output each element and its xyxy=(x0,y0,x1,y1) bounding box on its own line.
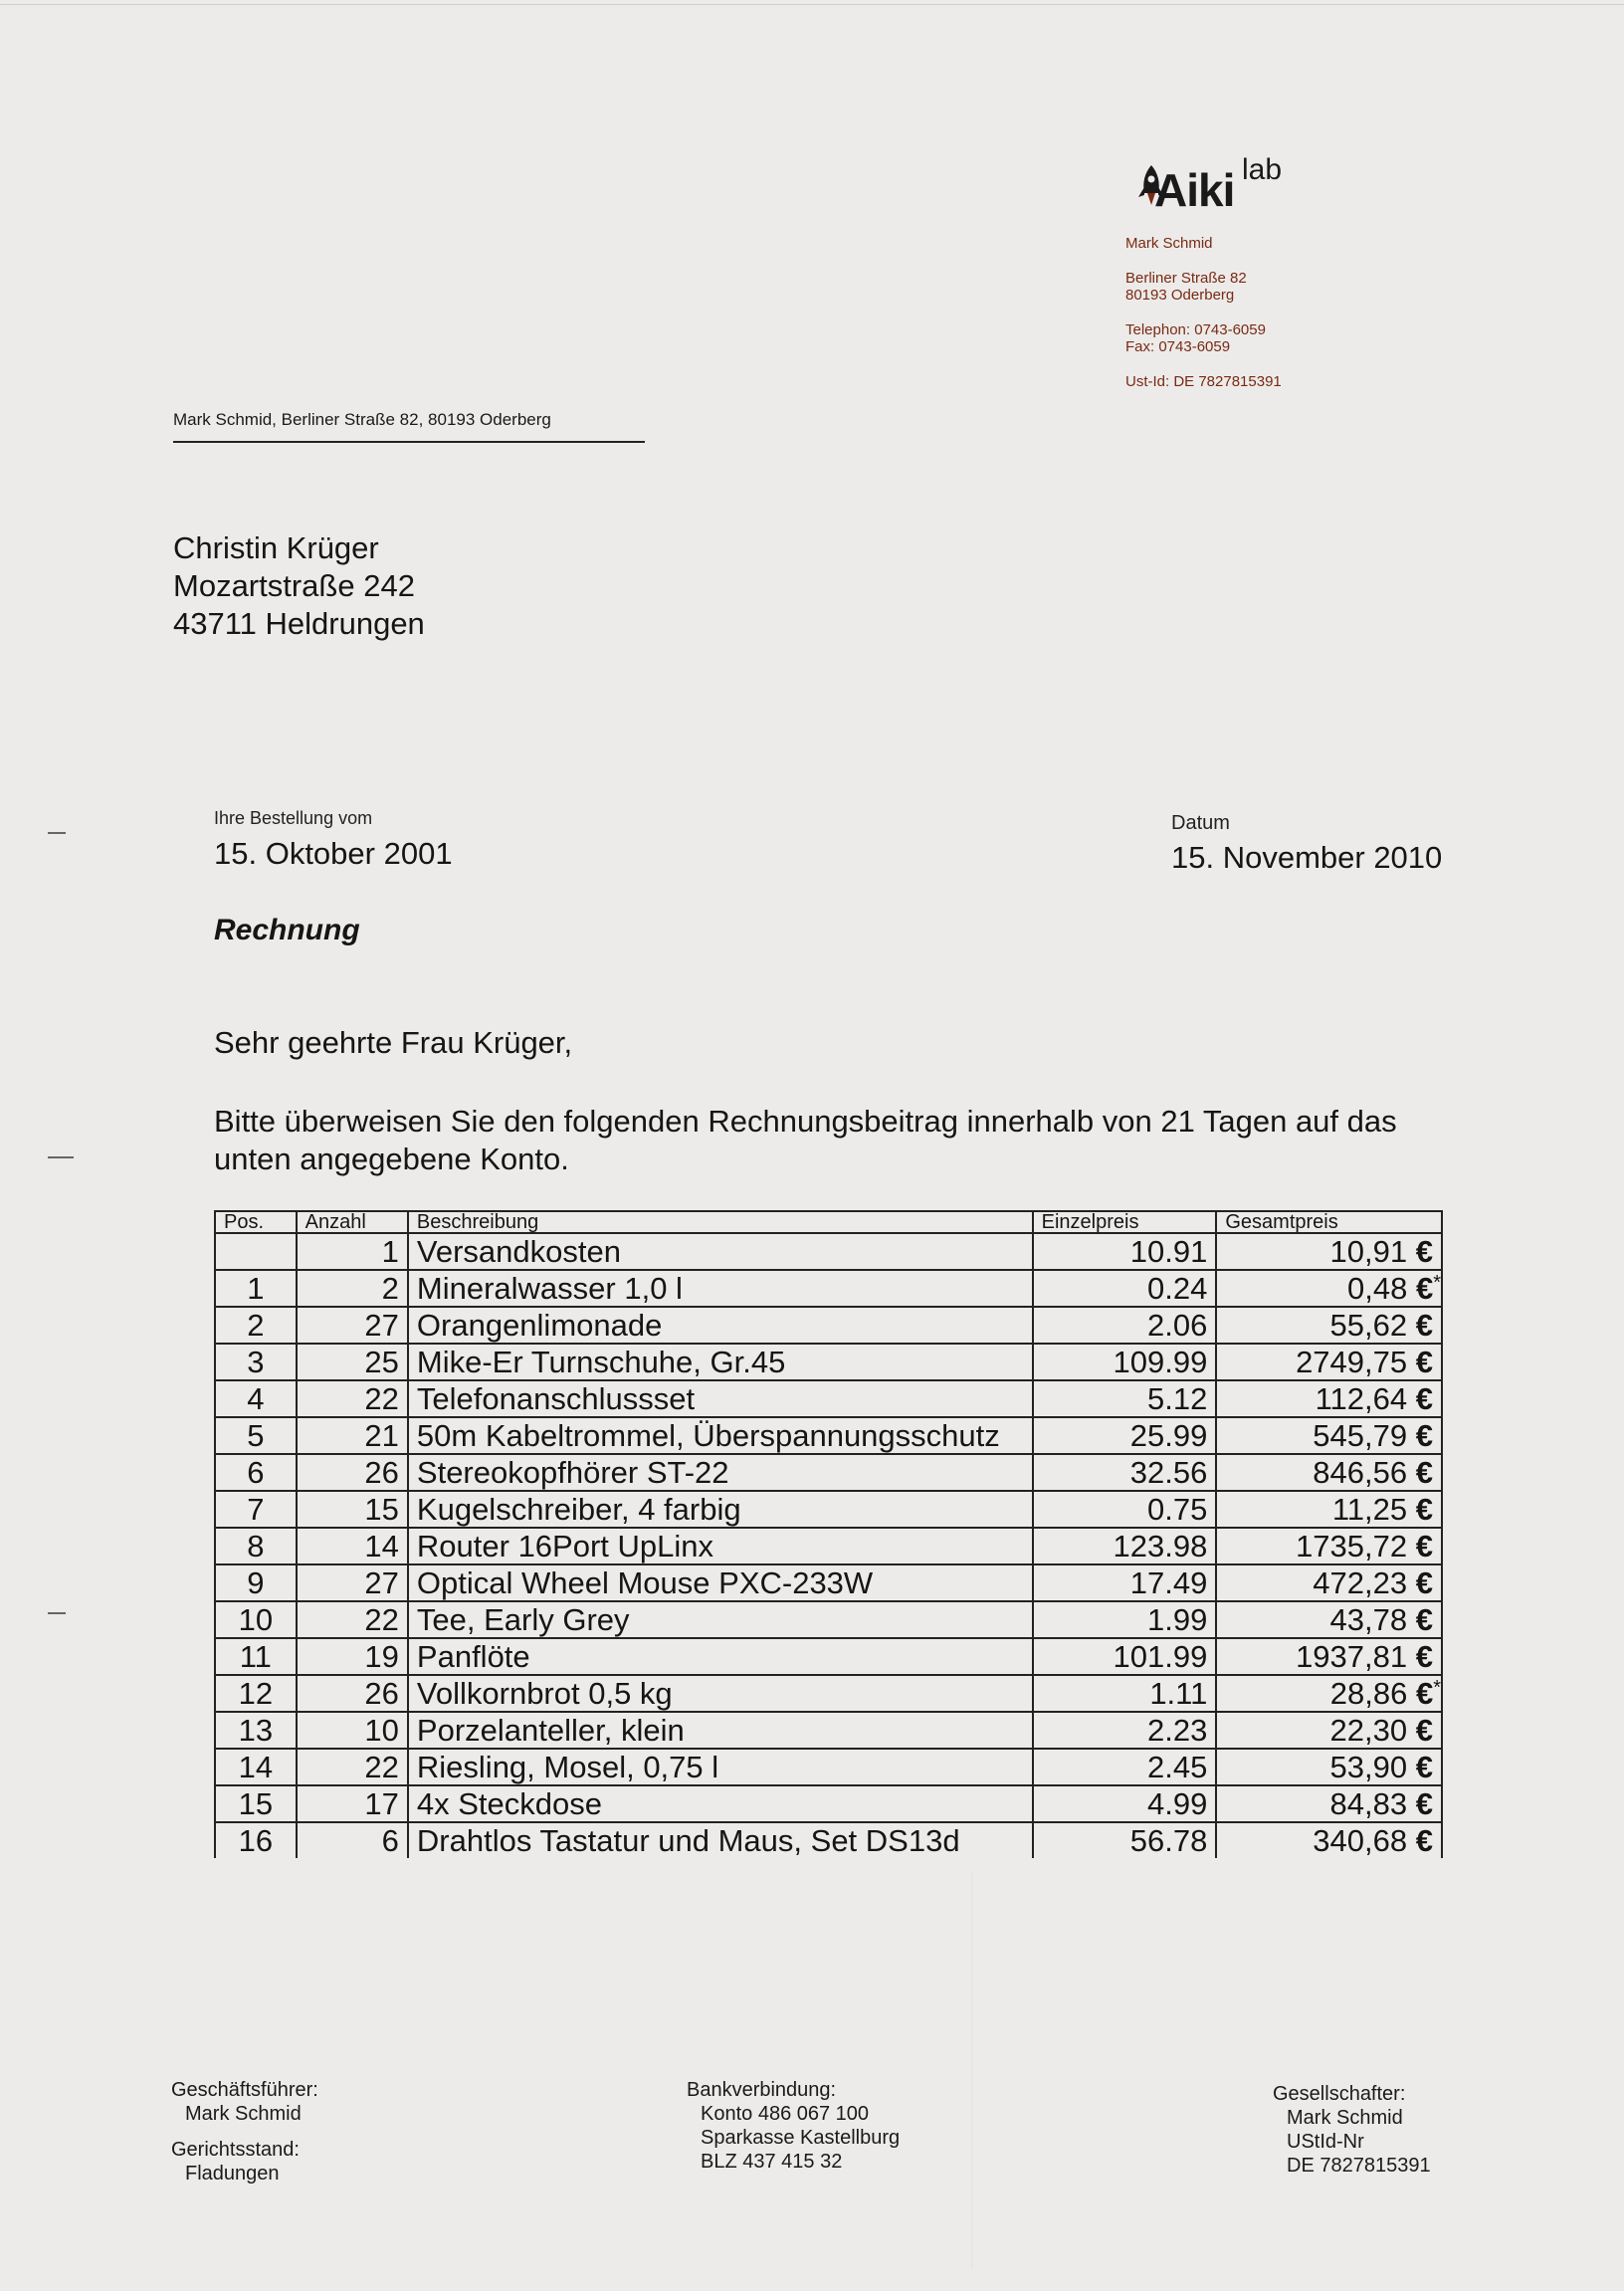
footer-bank-blz: BLZ 437 415 32 xyxy=(701,2151,843,2173)
cell-pos xyxy=(215,1233,297,1270)
cell-einzelpreis: 0.24 xyxy=(1033,1270,1217,1307)
cell-beschreibung: Versandkosten xyxy=(408,1233,1033,1270)
footer-bank-konto: Konto 486 067 100 xyxy=(701,2103,870,2125)
euro-sign: € xyxy=(1415,1750,1433,1784)
cell-einzelpreis: 5.12 xyxy=(1033,1380,1217,1417)
recipient-city: 43711 Heldrungen xyxy=(173,606,425,641)
euro-sign: € xyxy=(1415,1345,1433,1379)
cell-anzahl: 21 xyxy=(297,1417,408,1454)
cell-anzahl: 22 xyxy=(297,1601,408,1638)
table-row xyxy=(215,1380,1442,1417)
cell-gesamtpreis xyxy=(1216,1417,1442,1454)
cell-gesamtpreis xyxy=(1216,1233,1442,1270)
footer-gf-name: Mark Schmid xyxy=(185,2103,302,2125)
cell-anzahl: 26 xyxy=(297,1675,408,1712)
euro-sign: € xyxy=(1415,1455,1433,1490)
cell-beschreibung: Porzelanteller, klein xyxy=(408,1712,1033,1749)
header-gesamtpreis: Gesamtpreis xyxy=(1216,1211,1442,1233)
cell-beschreibung: Kugelschreiber, 4 farbig xyxy=(408,1491,1033,1528)
cell-einzelpreis: 0.75 xyxy=(1033,1491,1217,1528)
cell-beschreibung: Riesling, Mosel, 0,75 l xyxy=(408,1749,1033,1785)
total-amount: 0,48 xyxy=(1346,1271,1408,1306)
footer-court-label: Gerichtsstand: xyxy=(171,2139,300,2161)
cell-pos: 2 xyxy=(215,1307,297,1344)
company-logo xyxy=(1124,149,1323,229)
euro-sign: € xyxy=(1415,1565,1433,1600)
sender-city: 80193 Oderberg xyxy=(1125,287,1235,304)
cell-pos: 16 xyxy=(215,1822,297,1858)
cell-anzahl: 10 xyxy=(297,1712,408,1749)
cell-anzahl: 15 xyxy=(297,1491,408,1528)
sender-street: Berliner Straße 82 xyxy=(1125,270,1247,287)
cell-gesamtpreis xyxy=(1216,1307,1442,1344)
cell-pos: 3 xyxy=(215,1344,297,1380)
cell-beschreibung: Drahtlos Tastatur und Maus, Set DS13d xyxy=(408,1822,1033,1858)
sender-phone: Telephon: 0743-6059 xyxy=(1125,321,1266,338)
cell-gesamtpreis xyxy=(1216,1380,1442,1417)
cell-gesamtpreis xyxy=(1216,1344,1442,1380)
table-row xyxy=(215,1233,1442,1270)
recipient-name: Christin Krüger xyxy=(173,530,379,565)
sender-info xyxy=(1125,235,1282,390)
cell-einzelpreis: 2.23 xyxy=(1033,1712,1217,1749)
footnote-star: * xyxy=(1433,1677,1441,1699)
header-beschreibung: Beschreibung xyxy=(408,1211,1033,1233)
table-row xyxy=(215,1675,1442,1712)
footer-gs-ustid-value: DE 7827815391 xyxy=(1287,2155,1431,2177)
sender-name: Mark Schmid xyxy=(1125,235,1213,252)
table-row xyxy=(215,1454,1442,1491)
header-einzelpreis: Einzelpreis xyxy=(1033,1211,1217,1233)
invoice-table-body xyxy=(215,1233,1442,1858)
cell-gesamtpreis xyxy=(1216,1785,1442,1822)
cell-gesamtpreis xyxy=(1216,1270,1442,1307)
total-amount: 84,83 xyxy=(1329,1786,1408,1821)
table-row xyxy=(215,1270,1442,1307)
cell-einzelpreis: 1.99 xyxy=(1033,1601,1217,1638)
cell-einzelpreis: 123.98 xyxy=(1033,1528,1217,1564)
cell-pos: 10 xyxy=(215,1601,297,1638)
cell-anzahl: 25 xyxy=(297,1344,408,1380)
cell-einzelpreis: 1.11 xyxy=(1033,1675,1217,1712)
total-amount: 22,30 xyxy=(1329,1713,1408,1748)
cell-gesamtpreis xyxy=(1216,1564,1442,1601)
invoice-date-label: Datum xyxy=(1171,812,1230,834)
body-text: Bitte überweisen Sie den folgenden Rechnungsbeitrag innerhalb von 21 Tagen auf das unten angegebene Konto. xyxy=(214,1104,1397,1176)
fold-line xyxy=(971,1871,972,2269)
footer-gs-name: Mark Schmid xyxy=(1287,2107,1403,2129)
document-subject: Rechnung xyxy=(214,914,360,946)
cell-anzahl: 26 xyxy=(297,1454,408,1491)
table-row xyxy=(215,1307,1442,1344)
euro-sign: € xyxy=(1415,1823,1433,1858)
total-amount: 1735,72 xyxy=(1296,1529,1408,1563)
footer-management xyxy=(171,2078,318,2186)
cell-pos: 11 xyxy=(215,1638,297,1675)
total-amount: 53,90 xyxy=(1329,1750,1408,1784)
footnote-star: * xyxy=(1433,1272,1441,1294)
cell-einzelpreis: 56.78 xyxy=(1033,1822,1217,1858)
cell-pos: 8 xyxy=(215,1528,297,1564)
invoice-table xyxy=(214,1210,1443,1858)
footer-bank-label: Bankverbindung: xyxy=(687,2079,837,2101)
cell-beschreibung: 50m Kabeltrommel, Überspannungsschutz xyxy=(408,1417,1033,1454)
cell-pos: 12 xyxy=(215,1675,297,1712)
total-amount: 112,64 xyxy=(1315,1381,1408,1416)
cell-gesamtpreis xyxy=(1216,1601,1442,1638)
euro-sign: € xyxy=(1415,1418,1433,1453)
euro-sign: € xyxy=(1415,1602,1433,1637)
order-date-label: Ihre Bestellung vom xyxy=(214,808,373,828)
euro-sign: € xyxy=(1415,1308,1433,1343)
cell-beschreibung: Stereokopfhörer ST-22 xyxy=(408,1454,1033,1491)
order-date: 15. Oktober 2001 xyxy=(214,836,453,871)
cell-anzahl: 27 xyxy=(297,1564,408,1601)
footer-gs-ustid-label: UStId-Nr xyxy=(1287,2131,1364,2153)
scan-top-edge xyxy=(0,4,1624,5)
euro-sign: € xyxy=(1415,1639,1433,1674)
recipient-address xyxy=(173,529,425,643)
cell-beschreibung: Mineralwasser 1,0 l xyxy=(408,1270,1033,1307)
total-amount: 43,78 xyxy=(1329,1602,1408,1637)
euro-sign: € xyxy=(1415,1676,1434,1711)
table-row xyxy=(215,1528,1442,1564)
cell-einzelpreis: 32.56 xyxy=(1033,1454,1217,1491)
footer-gs-label: Gesellschafter: xyxy=(1273,2083,1406,2105)
header-anzahl: Anzahl xyxy=(297,1211,408,1233)
cell-beschreibung: Optical Wheel Mouse PXC-233W xyxy=(408,1564,1033,1601)
euro-sign: € xyxy=(1415,1234,1433,1269)
fold-mark-top xyxy=(48,832,66,834)
cell-gesamtpreis xyxy=(1216,1528,1442,1564)
euro-sign: € xyxy=(1415,1381,1433,1416)
footer-partners xyxy=(1273,2082,1431,2178)
table-row xyxy=(215,1344,1442,1380)
footer-gf-label: Geschäftsführer: xyxy=(171,2079,318,2101)
sender-fax: Fax: 0743-6059 xyxy=(1125,338,1231,355)
euro-sign: € xyxy=(1415,1786,1433,1821)
cell-gesamtpreis xyxy=(1216,1749,1442,1785)
cell-einzelpreis: 10.91 xyxy=(1033,1233,1217,1270)
cell-beschreibung: Panflöte xyxy=(408,1638,1033,1675)
total-amount: 55,62 xyxy=(1329,1308,1408,1343)
cell-beschreibung: Tee, Early Grey xyxy=(408,1601,1033,1638)
cell-einzelpreis: 2.45 xyxy=(1033,1749,1217,1785)
euro-sign: € xyxy=(1415,1713,1433,1748)
invoice-date: 15. November 2010 xyxy=(1171,840,1443,875)
cell-beschreibung: Router 16Port UpLinx xyxy=(408,1528,1033,1564)
total-amount: 28,86 xyxy=(1329,1676,1408,1711)
cell-anzahl: 2 xyxy=(297,1270,408,1307)
cell-anzahl: 1 xyxy=(297,1233,408,1270)
table-row xyxy=(215,1822,1442,1858)
table-row xyxy=(215,1601,1442,1638)
cell-beschreibung: Mike-Er Turnschuhe, Gr.45 xyxy=(408,1344,1033,1380)
cell-pos: 13 xyxy=(215,1712,297,1749)
total-amount: 2749,75 xyxy=(1296,1345,1408,1379)
cell-gesamtpreis xyxy=(1216,1712,1442,1749)
footer-court-value: Fladungen xyxy=(185,2163,280,2185)
cell-anzahl: 14 xyxy=(297,1528,408,1564)
table-row xyxy=(215,1491,1442,1528)
cell-pos: 9 xyxy=(215,1564,297,1601)
cell-anzahl: 6 xyxy=(297,1822,408,1858)
total-amount: 545,79 xyxy=(1313,1418,1408,1453)
total-amount: 11,25 xyxy=(1331,1492,1408,1527)
cell-einzelpreis: 25.99 xyxy=(1033,1417,1217,1454)
salutation: Sehr geehrte Frau Krüger, xyxy=(214,1025,573,1060)
footer-bank-name: Sparkasse Kastellburg xyxy=(701,2127,901,2149)
cell-beschreibung: Telefonanschlussset xyxy=(408,1380,1033,1417)
logo-superscript: lab xyxy=(1242,153,1283,186)
cell-anzahl: 22 xyxy=(297,1749,408,1785)
cell-beschreibung: 4x Steckdose xyxy=(408,1785,1033,1822)
euro-sign: € xyxy=(1415,1271,1434,1306)
header-pos: Pos. xyxy=(215,1211,297,1233)
total-amount: 340,68 xyxy=(1313,1823,1408,1858)
cell-gesamtpreis xyxy=(1216,1454,1442,1491)
euro-sign: € xyxy=(1415,1492,1433,1527)
cell-gesamtpreis xyxy=(1216,1675,1442,1712)
cell-pos: 14 xyxy=(215,1749,297,1785)
table-row xyxy=(215,1564,1442,1601)
table-header-row xyxy=(215,1211,1442,1233)
table-row xyxy=(215,1638,1442,1675)
cell-einzelpreis: 2.06 xyxy=(1033,1307,1217,1344)
euro-sign: € xyxy=(1415,1529,1433,1563)
cell-pos: 15 xyxy=(215,1785,297,1822)
fold-mark-bottom xyxy=(48,1612,66,1614)
table-row xyxy=(215,1712,1442,1749)
return-address: Mark Schmid, Berliner Straße 82, 80193 Oderberg xyxy=(173,410,551,429)
cell-beschreibung: Vollkornbrot 0,5 kg xyxy=(408,1675,1033,1712)
table-row xyxy=(215,1417,1442,1454)
total-amount: 472,23 xyxy=(1313,1565,1408,1600)
cell-pos: 6 xyxy=(215,1454,297,1491)
total-amount: 846,56 xyxy=(1313,1455,1408,1490)
cell-einzelpreis: 101.99 xyxy=(1033,1638,1217,1675)
punch-mark xyxy=(48,1156,74,1158)
cell-gesamtpreis xyxy=(1216,1491,1442,1528)
table-row xyxy=(215,1749,1442,1785)
footer-bank xyxy=(687,2078,900,2174)
cell-anzahl: 27 xyxy=(297,1307,408,1344)
cell-pos: 4 xyxy=(215,1380,297,1417)
cell-anzahl: 22 xyxy=(297,1380,408,1417)
cell-gesamtpreis xyxy=(1216,1638,1442,1675)
total-amount: 1937,81 xyxy=(1296,1639,1408,1674)
cell-pos: 1 xyxy=(215,1270,297,1307)
cell-einzelpreis: 17.49 xyxy=(1033,1564,1217,1601)
total-amount: 10,91 xyxy=(1329,1234,1408,1269)
cell-beschreibung: Orangenlimonade xyxy=(408,1307,1033,1344)
return-address-rule xyxy=(173,441,645,443)
cell-pos: 5 xyxy=(215,1417,297,1454)
logo-wordmark: Aiki xyxy=(1154,164,1235,216)
cell-einzelpreis: 109.99 xyxy=(1033,1344,1217,1380)
sender-ustid: Ust-Id: DE 7827815391 xyxy=(1125,373,1282,390)
cell-anzahl: 19 xyxy=(297,1638,408,1675)
cell-einzelpreis: 4.99 xyxy=(1033,1785,1217,1822)
cell-gesamtpreis xyxy=(1216,1822,1442,1858)
cell-anzahl: 17 xyxy=(297,1785,408,1822)
recipient-street: Mozartstraße 242 xyxy=(173,568,415,603)
cell-pos: 7 xyxy=(215,1491,297,1528)
table-row xyxy=(215,1785,1442,1822)
